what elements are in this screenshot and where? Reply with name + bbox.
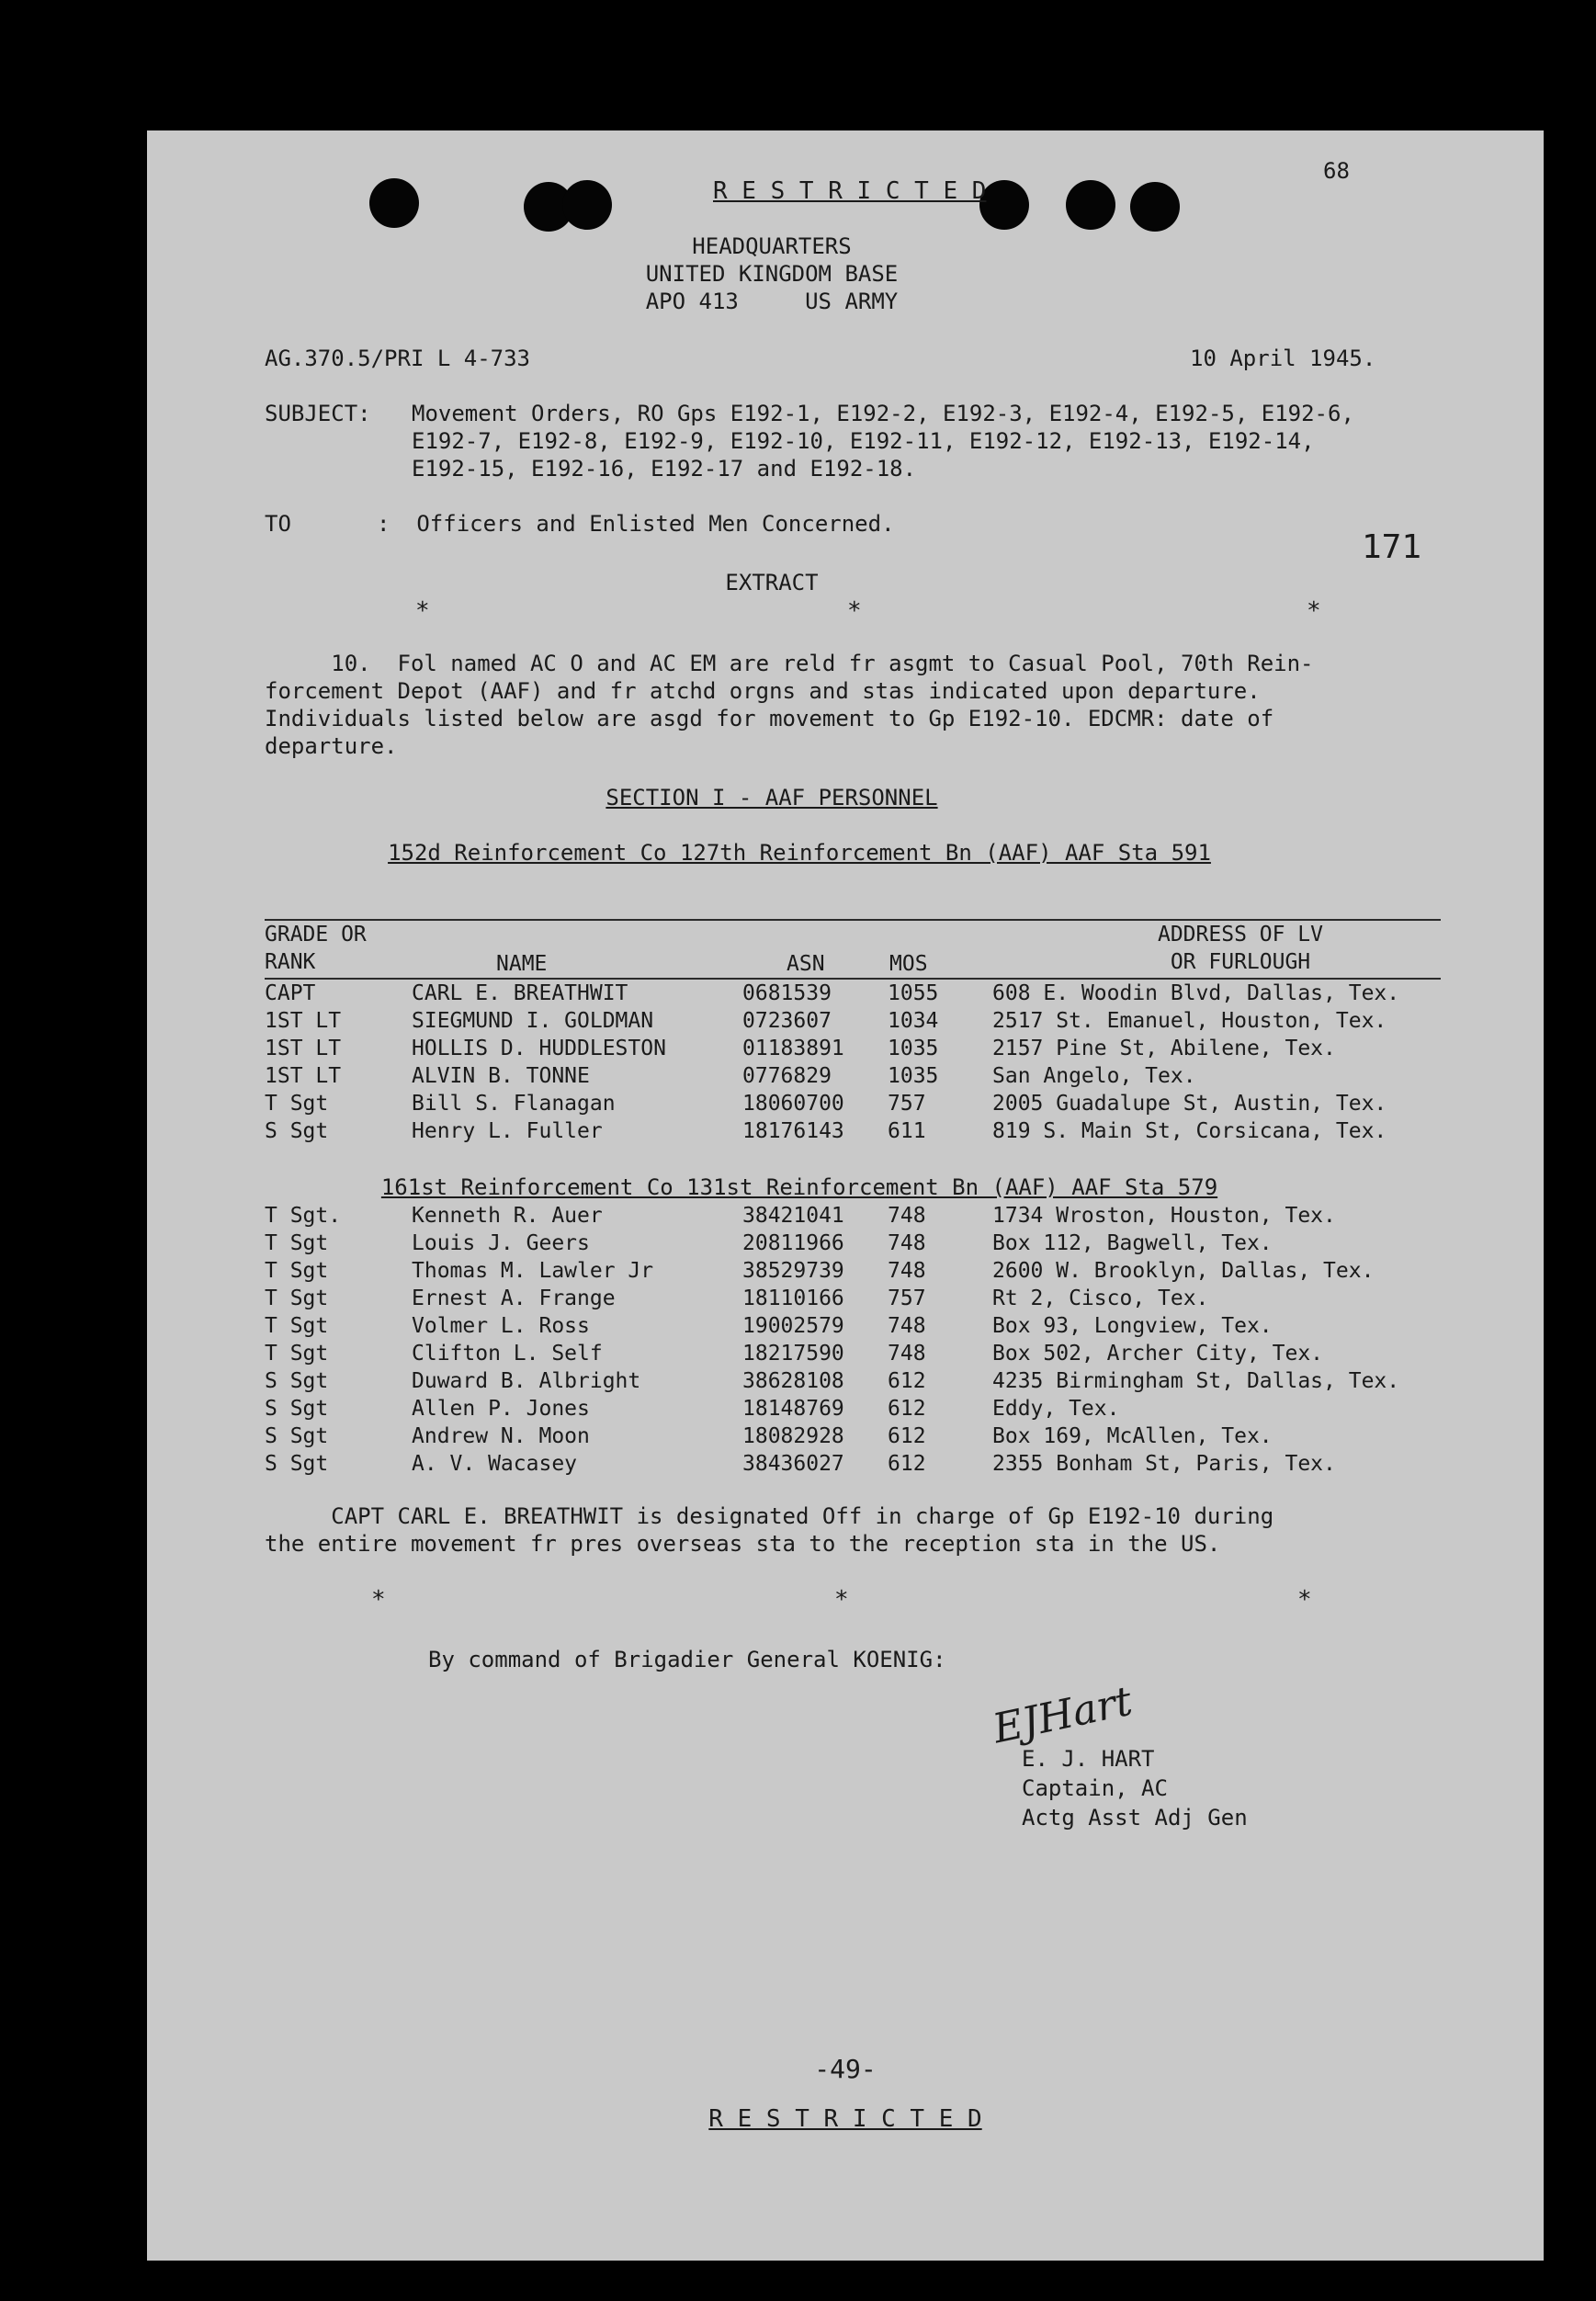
omission-asterisk: *	[1307, 597, 1321, 625]
cell-mos: 612	[888, 1369, 926, 1393]
omission-asterisk: *	[847, 597, 862, 625]
cell-grade: CAPT	[265, 981, 316, 1005]
cell-mos: 612	[888, 1397, 926, 1421]
cell-address: 4235 Birmingham St, Dallas, Tex.	[992, 1369, 1400, 1393]
cell-grade: S Sgt	[265, 1424, 329, 1448]
cell-name: Andrew N. Moon	[412, 1424, 590, 1448]
cell-grade: S Sgt	[265, 1119, 329, 1143]
cell-mos: 612	[888, 1452, 926, 1476]
cell-name: SIEGMUND I. GOLDMAN	[412, 1009, 654, 1033]
cell-grade: 1ST LT	[265, 1037, 342, 1060]
cell-grade: S Sgt	[265, 1452, 329, 1476]
cell-name: Bill S. Flanagan	[412, 1092, 616, 1116]
cell-name: A. V. Wacasey	[412, 1452, 578, 1476]
cell-address: 2157 Pine St, Abilene, Tex.	[992, 1037, 1336, 1060]
classification-bottom: R E S T R I C T E D	[708, 2105, 982, 2133]
cell-address: 819 S. Main St, Corsicana, Tex.	[992, 1119, 1387, 1143]
cell-name: ALVIN B. TONNE	[412, 1064, 590, 1088]
closing-line: the entire movement fr pres overseas sta to the reception sta in the US.	[265, 1531, 1221, 1557]
omission-asterisk: *	[415, 597, 430, 625]
header-grade: GRADE OR RANK	[265, 923, 367, 974]
cell-asn: 18176143	[742, 1119, 844, 1143]
cell-name: Clifton L. Self	[412, 1342, 603, 1366]
punch-hole	[1130, 182, 1180, 232]
cell-mos: 748	[888, 1259, 926, 1283]
cell-asn: 38436027	[742, 1452, 844, 1476]
command-line: By command of Brigadier General KOENIG:	[428, 1647, 946, 1672]
cell-name: HOLLIS D. HUDDLESTON	[412, 1037, 666, 1060]
cell-asn: 0723607	[742, 1009, 832, 1033]
cell-grade: T Sgt	[265, 1259, 329, 1283]
cell-mos: 748	[888, 1204, 926, 1228]
cell-asn: 20811966	[742, 1231, 844, 1255]
cell-mos: 748	[888, 1342, 926, 1366]
cell-asn: 18060700	[742, 1092, 844, 1116]
signature: EJHart	[989, 1677, 1137, 1753]
punch-hole	[1066, 180, 1115, 230]
cell-asn: 0776829	[742, 1064, 832, 1088]
cell-name: Kenneth R. Auer	[412, 1204, 603, 1228]
signer-title: Actg Asst Adj Gen	[1022, 1805, 1248, 1831]
header-line-1: HEADQUARTERS	[692, 233, 852, 259]
cell-mos: 1034	[888, 1009, 939, 1033]
cell-name: Henry L. Fuller	[412, 1119, 603, 1143]
cell-name: Duward B. Albright	[412, 1369, 641, 1393]
cell-address: Eddy, Tex.	[992, 1397, 1120, 1421]
classification-top: R E S T R I C T E D	[713, 177, 987, 205]
cell-mos: 748	[888, 1231, 926, 1255]
cell-address: Box 112, Bagwell, Tex.	[992, 1231, 1273, 1255]
header-asn: ASN	[787, 952, 825, 976]
cell-address: 2355 Bonham St, Paris, Tex.	[992, 1452, 1336, 1476]
cell-asn: 0681539	[742, 981, 832, 1005]
document-date: 10 April 1945.	[1190, 346, 1376, 371]
cell-grade: T Sgt	[265, 1092, 329, 1116]
cell-asn: 38628108	[742, 1369, 844, 1393]
header-mos: MOS	[889, 952, 928, 976]
cell-grade: T Sgt.	[265, 1204, 342, 1228]
omission-asterisk: *	[834, 1586, 849, 1614]
subject-line: E192-15, E192-16, E192-17 and E192-18.	[412, 456, 917, 482]
section-title: SECTION I - AAF PERSONNEL	[606, 785, 938, 810]
signer-rank: Captain, AC	[1022, 1775, 1168, 1801]
cell-asn: 38529739	[742, 1259, 844, 1283]
cell-grade: T Sgt	[265, 1342, 329, 1366]
cell-grade: 1ST LT	[265, 1064, 342, 1088]
cell-grade: S Sgt	[265, 1397, 329, 1421]
cell-mos: 1035	[888, 1037, 939, 1060]
extract-title: EXTRACT	[725, 570, 819, 595]
cell-name: Volmer L. Ross	[412, 1314, 590, 1338]
cell-address: 1734 Wroston, Houston, Tex.	[992, 1204, 1336, 1228]
cell-address: Box 502, Archer City, Tex.	[992, 1342, 1324, 1366]
omission-asterisk: *	[371, 1586, 386, 1614]
file-reference: AG.370.5/PRI L 4-733	[265, 346, 530, 371]
paragraph-line: forcement Depot (AAF) and fr atchd orgns and stas indicated upon departure.	[265, 678, 1261, 704]
cell-grade: T Sgt	[265, 1231, 329, 1255]
cell-address: Rt 2, Cisco, Tex.	[992, 1287, 1209, 1310]
page-number: -49-	[814, 2054, 877, 2084]
header-line-2: UNITED KINGDOM BASE	[645, 261, 899, 287]
cell-asn: 18110166	[742, 1287, 844, 1310]
paragraph-line: departure.	[265, 733, 398, 759]
cell-grade: 1ST LT	[265, 1009, 342, 1033]
cell-address: 2600 W. Brooklyn, Dallas, Tex.	[992, 1259, 1375, 1283]
corner-mark: 68	[1323, 158, 1350, 184]
cell-address: Box 169, McAllen, Tex.	[992, 1424, 1273, 1448]
page-stamp: 171	[1362, 528, 1422, 566]
punch-hole	[979, 180, 1029, 230]
cell-asn: 18082928	[742, 1424, 844, 1448]
cell-mos: 1055	[888, 981, 939, 1005]
header-line-3: APO 413 US ARMY	[645, 289, 899, 314]
cell-mos: 612	[888, 1424, 926, 1448]
cell-grade: T Sgt	[265, 1287, 329, 1310]
cell-name: Louis J. Geers	[412, 1231, 590, 1255]
unit-1-title: 152d Reinforcement Co 127th Reinforcement Bn (AAF) AAF Sta 591	[388, 840, 1211, 866]
cell-mos: 748	[888, 1314, 926, 1338]
paragraph-line: 10. Fol named AC O and AC EM are reld fr asgmt to Casual Pool, 70th Rein-	[265, 651, 1314, 676]
cell-address: 608 E. Woodin Blvd, Dallas, Tex.	[992, 981, 1400, 1005]
cell-address: San Angelo, Tex.	[992, 1064, 1196, 1088]
unit-2-title: 161st Reinforcement Co 131st Reinforcement Bn (AAF) AAF Sta 579	[380, 1174, 1218, 1200]
cell-mos: 757	[888, 1092, 926, 1116]
document-page	[147, 130, 1544, 2261]
cell-address: Box 93, Longview, Tex.	[992, 1314, 1273, 1338]
closing-line: CAPT CARL E. BREATHWIT is designated Off in charge of Gp E192-10 during	[265, 1503, 1274, 1529]
cell-mos: 757	[888, 1287, 926, 1310]
cell-address: 2517 St. Emanuel, Houston, Tex.	[992, 1009, 1387, 1033]
cell-mos: 611	[888, 1119, 926, 1143]
cell-mos: 1035	[888, 1064, 939, 1088]
signer-name: E. J. HART	[1022, 1746, 1155, 1772]
header-name: NAME	[496, 952, 548, 976]
cell-asn: 38421041	[742, 1204, 844, 1228]
to-text: : Officers and Enlisted Men Concerned.	[377, 511, 895, 537]
subject-line: E192-7, E192-8, E192-9, E192-10, E192-11, E192-12, E192-13, E192-14,	[412, 428, 1315, 454]
cell-grade: T Sgt	[265, 1314, 329, 1338]
header-address: ADDRESS OF LV OR FURLOUGH	[1157, 923, 1323, 974]
cell-name: Allen P. Jones	[412, 1397, 590, 1421]
cell-asn: 18217590	[742, 1342, 844, 1366]
cell-name: Thomas M. Lawler Jr	[412, 1259, 654, 1283]
cell-asn: 19002579	[742, 1314, 844, 1338]
subject-label: SUBJECT:	[265, 401, 371, 426]
omission-asterisk: *	[1297, 1586, 1312, 1614]
paragraph-line: Individuals listed below are asgd for movement to Gp E192-10. EDCMR: date of	[265, 706, 1274, 731]
cell-name: Ernest A. Frange	[412, 1287, 616, 1310]
subject-line: Movement Orders, RO Gps E192-1, E192-2, E192-3, E192-4, E192-5, E192-6,	[412, 401, 1354, 426]
cell-name: CARL E. BREATHWIT	[412, 981, 628, 1005]
cell-grade: S Sgt	[265, 1369, 329, 1393]
punch-hole	[562, 180, 612, 230]
cell-address: 2005 Guadalupe St, Austin, Tex.	[992, 1092, 1387, 1116]
cell-asn: 18148769	[742, 1397, 844, 1421]
cell-asn: 01183891	[742, 1037, 844, 1060]
to-label: TO	[265, 511, 291, 537]
punch-hole	[369, 178, 419, 228]
